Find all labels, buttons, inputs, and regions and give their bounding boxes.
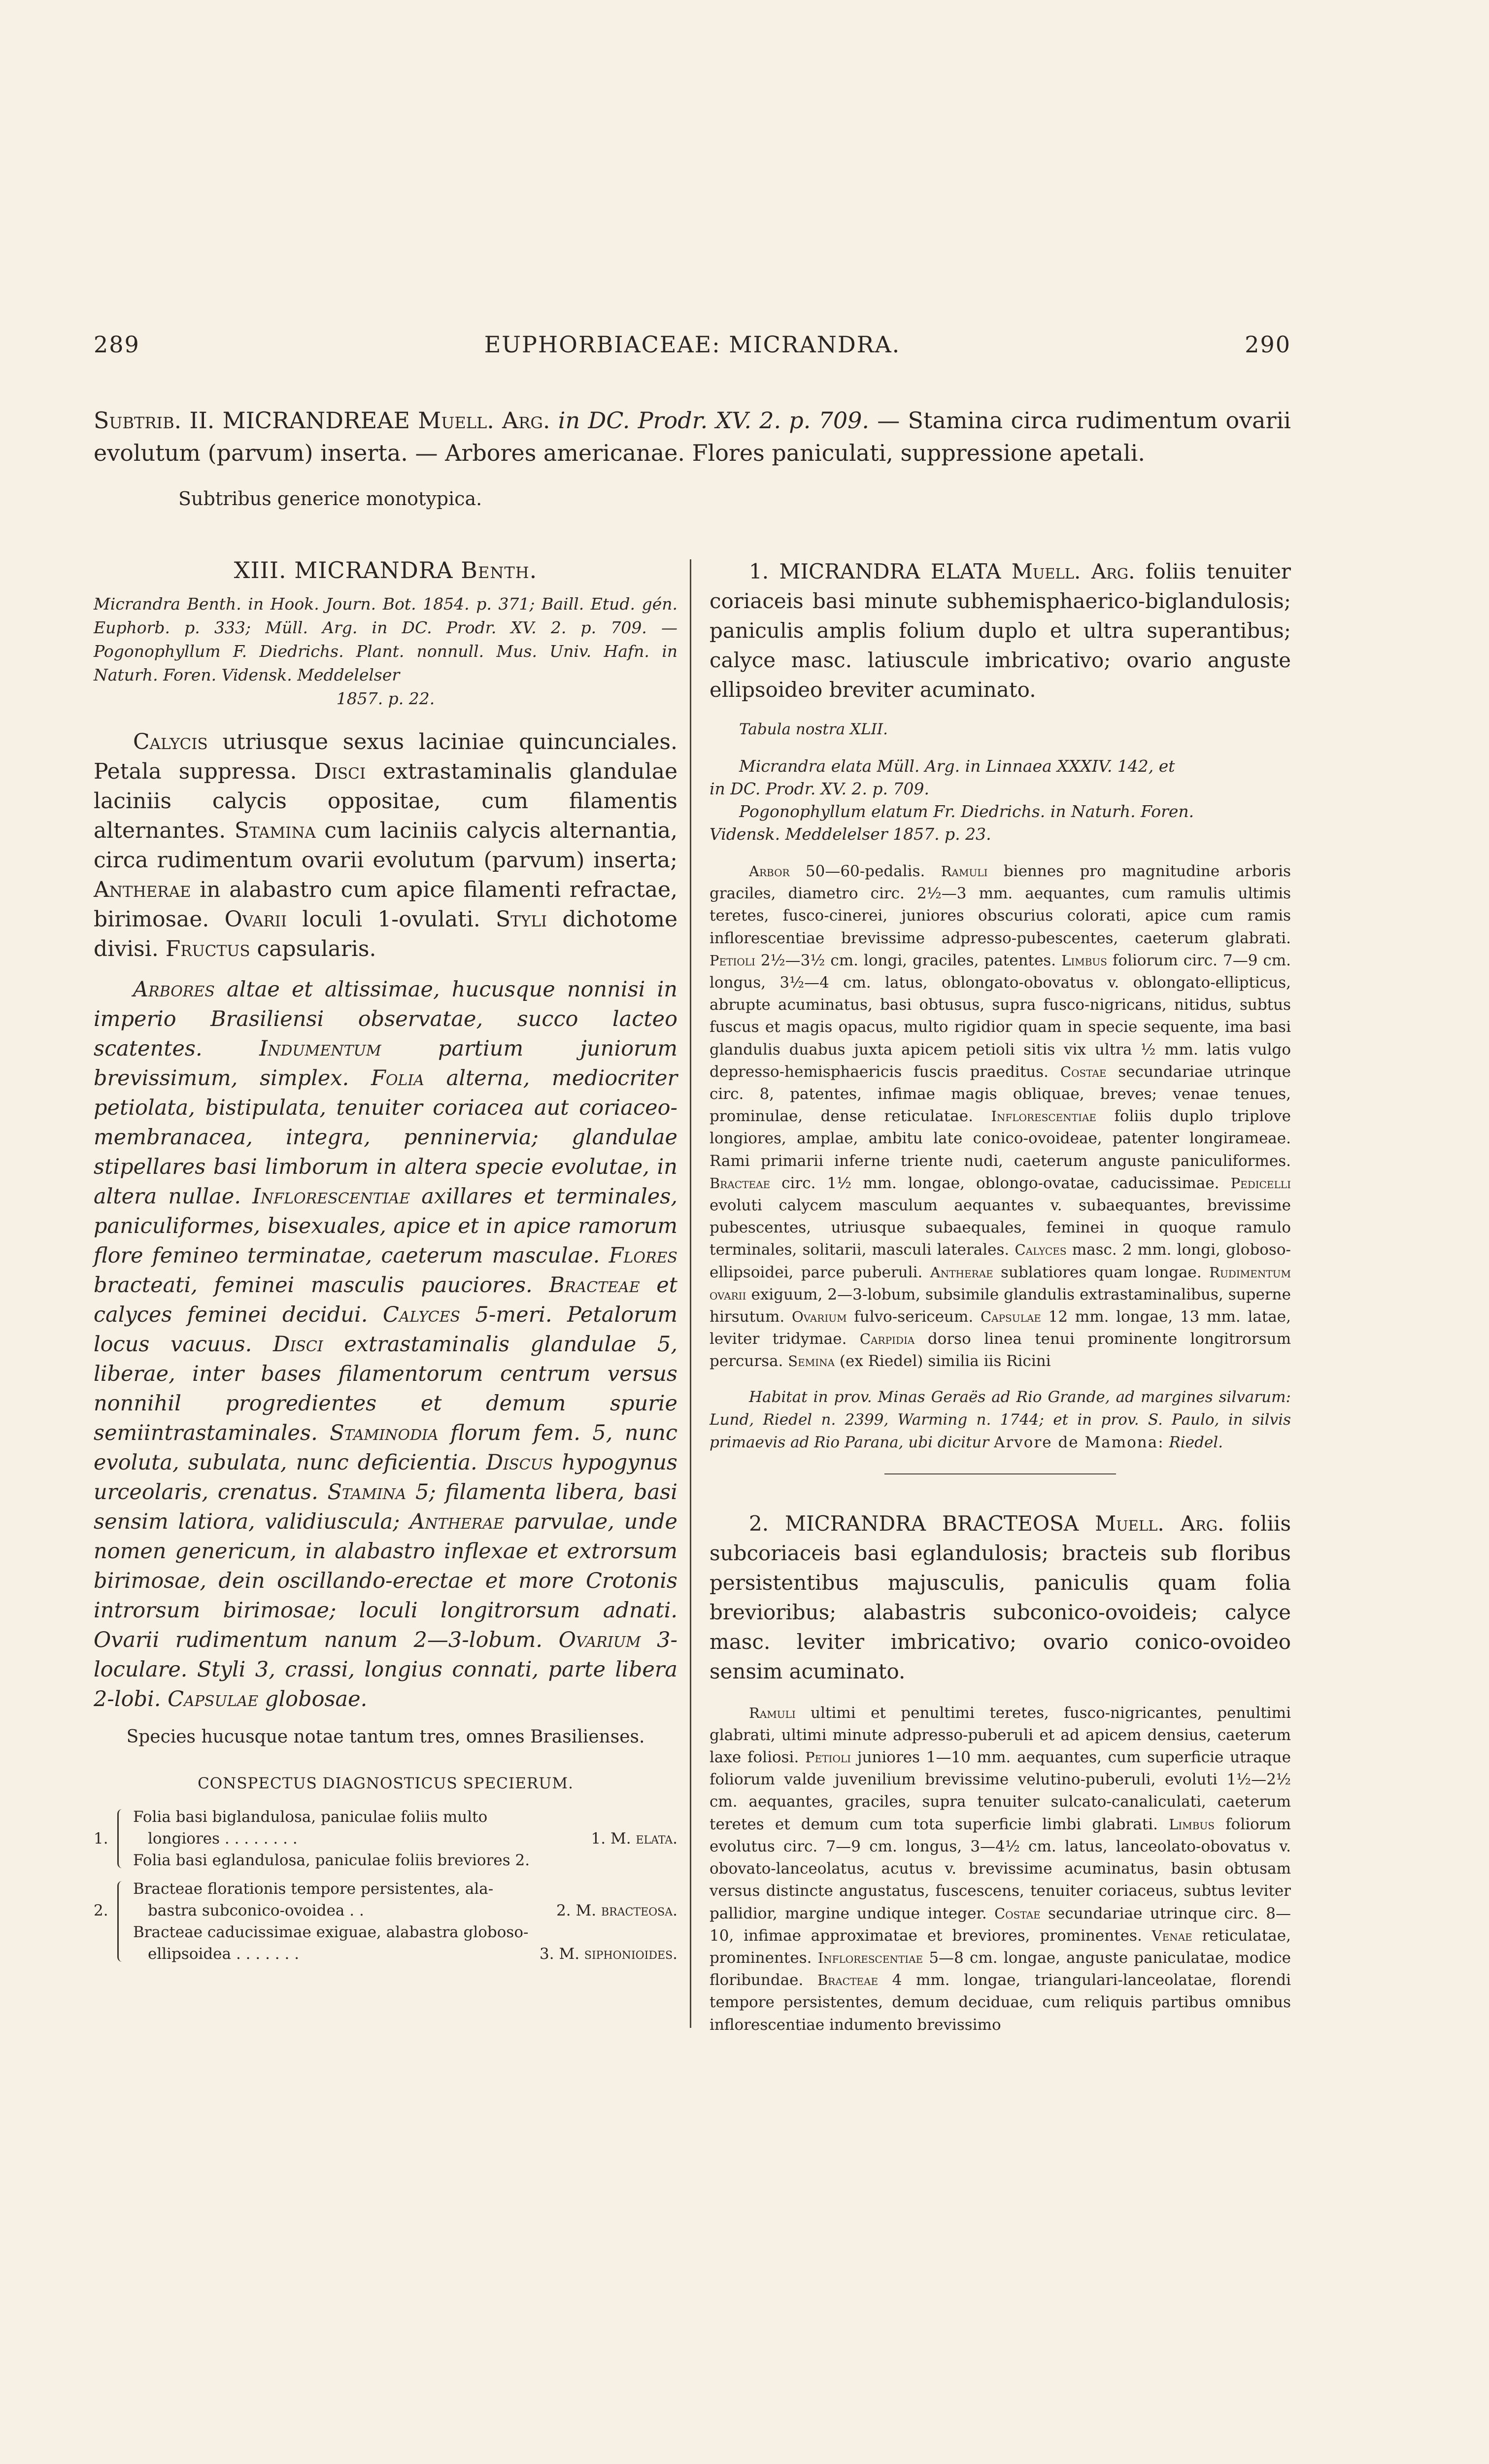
organ-term: Stamina <box>234 818 316 843</box>
diagnostic-key <box>94 1806 677 1965</box>
description-text: parvulae, unde nomen genericum, in alabastro inflexae et extrorsum birimosae, dein oscillando-erectae et more Crotonis introrsum birimosae; loculi longitrorsum adnati. Ovarii rudimentum nanum 2—3-lobum. <box>94 1509 677 1652</box>
habitat-text: Habitat in prov. Minas Geraës ad Rio Grande, ad margines silvarum: Lund, Riedel n. 2399, Warming n. 1744; et in prov. S. Paulo, in silvis primaevis ad Rio Parana, ubi dicitur <box>710 1388 1291 1451</box>
species1-author: Muell. Arg. <box>1011 559 1135 583</box>
key-line: Bracteae caducissimae exiguae, alabastra globoso- <box>133 1923 529 1941</box>
description-text: 50—60-pedalis. <box>789 862 941 880</box>
species2-heading <box>710 1509 1291 1686</box>
species1-plate-reference: Tabula nostra XLII. <box>739 720 888 738</box>
monotypic-note: Subtribus generice monotypica. <box>178 488 482 510</box>
description-text: capsularis. <box>250 936 376 961</box>
subtribe-intro <box>94 404 1291 469</box>
organ-term: Semina <box>788 1353 835 1370</box>
description-text: sublatiores quam longae. <box>993 1263 1210 1281</box>
organ-term: Capsulae <box>980 1308 1041 1326</box>
organ-term: Calycis <box>133 729 208 754</box>
description-text: extrastaminalis glandulae laciniis calycis oppositae, cum filamentis alternantes. <box>94 759 677 843</box>
reference-line: Vidensk. Meddelelser 1857. p. 23. <box>710 824 991 844</box>
organ-term: Folia <box>371 1066 424 1091</box>
species1-habitat <box>710 1386 1291 1454</box>
key-line: Folia basi biglandulosa, paniculae foliis multo <box>133 1808 488 1826</box>
description-text: bracteati, feminei masculis pauciores. <box>94 1273 549 1298</box>
organ-term: Arbores <box>133 977 215 1002</box>
organ-term: Limbus <box>1169 1815 1215 1833</box>
species1-heading <box>710 557 1291 705</box>
subtribe-author: Muell. Arg. <box>418 407 550 434</box>
species2-description <box>710 1702 1291 2036</box>
vernacular-name: Arvore de Mamona: <box>994 1433 1164 1451</box>
description-text: altae et altissimae, hucusque nonnisi in imperio Brasiliensi observatae, succo lacteo scatentes. <box>94 977 677 1061</box>
organ-term: Staminodia <box>330 1421 439 1445</box>
organ-term: Petioli <box>710 952 755 969</box>
key-number: 1. <box>94 1830 108 1848</box>
key-result: 1. M. elata. <box>591 1830 677 1848</box>
reference-line: in DC. Prodr. XV. 2. p. 709. <box>710 779 929 798</box>
organ-term: Calyces <box>382 1302 461 1327</box>
species1-diagnosis: foliis tenuiter coriaceis basi minute subhemisphaerico-biglandulosis; paniculis amplis folium duplo et ultra superantibus; calyce masc. latiuscule imbricativo; ovario anguste ellipsoideo breviter acuminato. <box>710 559 1291 702</box>
description-text: 2½—3½ cm. longi, graciles, patentes. <box>755 951 1062 969</box>
key-line <box>133 1828 677 1849</box>
column-divider <box>690 559 691 2028</box>
description-text: 5—8 cm. longae, anguste paniculatae, modice floribundae. <box>710 1949 1291 1989</box>
description-text: biennes pro magnitudine arboris graciles, diametro circ. 2½—3 mm. aequantes, cum ramulis ultimis teretes, fusco-cinerei, juniores obscurius colorati, apice cum ramis inflorescentiae brevissime adpresso-pubescentes, caeterum glabrati. <box>710 862 1291 947</box>
key-line: Bracteae florationis tempore persistentes, ala- <box>133 1880 494 1898</box>
organ-term: Stamina <box>327 1480 406 1505</box>
subtribe-label: Subtrib. II. <box>94 407 215 434</box>
key-lead: longiores . . . . . . . . <box>148 1830 298 1848</box>
page-number-left: 289 <box>94 331 140 358</box>
key-line: Folia basi eglandulosa, paniculae foliis breviores 2. <box>133 1851 530 1869</box>
left-column <box>94 557 677 1972</box>
synonymy-last: 1857. p. 22. <box>336 689 435 708</box>
organ-term: Fructus <box>165 936 250 961</box>
key-lead: ellipsoidea . . . . . . . <box>148 1945 300 1963</box>
species1-name: 1. MICRANDRA ELATA <box>749 559 1001 583</box>
description-text: axillares et terminales, paniculiformes, bisexuales, apice et in apice ramorum flore femineo terminatae, caeterum masculae. <box>94 1184 678 1268</box>
description-text: exiguum, 2—3-lobum, subsimile glandulis extrastaminalibus, superne hirsutum. <box>710 1285 1291 1326</box>
description-text: 12 mm. longae, 13 mm. latae, leviter tridymae. <box>710 1308 1291 1348</box>
description-text: 5-meri. Petalorum locus vacuus. <box>94 1302 677 1357</box>
description-text: hypogynus urceolaris, crenatus. <box>94 1450 677 1505</box>
key-line <box>133 1900 677 1921</box>
description-text: reticulatae, prominentes. <box>710 1926 1291 1967</box>
organ-term: Rudimentum ovarii <box>710 1264 1291 1303</box>
key-group-1 <box>94 1806 677 1871</box>
habitat-collector: Riedel. <box>1169 1433 1223 1451</box>
key-line <box>133 1943 677 1965</box>
organ-term: Antherae <box>930 1264 993 1281</box>
organ-term: Antherae <box>409 1509 504 1534</box>
description-text: secundariae utrinque circ. 8—10, infimae approximatae et breviores, prominentes. <box>710 1904 1291 1945</box>
species2-diagnosis: foliis subcoriaceis basi eglandulosis; bracteis sub floribus persistentibus majusculis, paniculis quam folia brevioribus; alabastris subconico-ovoideis; calyce masc. leviter imbricativo; ovario conico-ovoideo sensim acuminato. <box>710 1511 1291 1683</box>
organ-term: Flores <box>609 1243 677 1268</box>
organ-term: Disci <box>314 759 366 784</box>
synonymy-text: Micrandra Benth. in Hook. Journ. Bot. 1854. p. 371; Baill. Etud. gén. Euphorb. p. 333; Müll. Arg. in DC. Prodr. XV. 2. p. 709. — Pogonophyllum F. Diedrichs. Plant. nonnull. Mus. Univ. Hafn. in Naturh. Foren. Vidensk. Meddelelser <box>94 594 677 684</box>
organ-term: Antherae <box>94 877 191 902</box>
organ-term: Ovarium <box>558 1628 641 1652</box>
organ-term: Pedicelli <box>1230 1174 1291 1192</box>
species1-references <box>710 755 1291 846</box>
description-text: evoluti calycem masculum aequantes v. subaequantes, brevissime pubescentes, utriusque subaequales, feminei in quoque ramulo terminales, solitarii, masculi laterales. <box>710 1197 1291 1259</box>
organ-term: Disci <box>272 1332 323 1357</box>
organ-term: Styli <box>496 907 547 932</box>
organ-term: Carpidia <box>859 1331 915 1348</box>
species-separator <box>884 1473 1116 1474</box>
species-note: Species hucusque notae tantum tres, omnes Brasilienses. <box>126 1727 645 1747</box>
description-text: et calyces feminei decidui. <box>94 1273 677 1327</box>
organ-term: Ovarium <box>791 1308 847 1326</box>
genus-author: Benth. <box>461 557 538 583</box>
description-text: extrastaminalis glandulae 5, liberae, inter bases filamentorum centrum versus nonnihil progredientes et demum spurie semiintrastaminales. <box>94 1332 677 1445</box>
organ-term: Inflorescentiae <box>252 1184 410 1209</box>
organ-term: Indumentum <box>259 1036 381 1061</box>
description-text: juniores 1—10 mm. aequantes, cum superficie utraque foliorum valde juvenilium brevissime velutino-puberuli, evoluti 1½—2½ cm. aequantes, graciles, supra tenuiter sulcato-canaliculati, caeterum teretes et demum cum tota superficie limbi glabrati. <box>710 1748 1291 1833</box>
genus-long-description <box>94 975 677 1714</box>
description-text: loculi 1-ovulati. <box>287 907 496 932</box>
organ-term: Costae <box>1060 1063 1107 1080</box>
subtribe-text: — Stamina circa rudimentum ovarii evolutum (parvum) inserta. — Arbores americanae. Flores paniculati, suppressione apetali. <box>94 407 1291 466</box>
description-text: 5; filamenta libera, basi sensim latiora, validiuscula; <box>94 1480 677 1534</box>
description-text: fulvo-sericeum. <box>846 1308 981 1326</box>
key-result: 2. M. bracteosa. <box>556 1902 677 1919</box>
organ-term: Ramuli <box>941 863 988 880</box>
species2-author: Muell. Arg. <box>1095 1511 1224 1536</box>
reference-line: Pogonophyllum elatum Fr. Diedrichs. in Naturh. Foren. <box>739 802 1194 821</box>
description-text: utriusque sexus laciniae quincunciales. Petala suppressa. <box>94 729 677 784</box>
page-number-right: 290 <box>1245 331 1291 358</box>
description-text: (ex Riedel) similia iis Ricini <box>835 1352 1051 1370</box>
key-number: 2. <box>94 1902 108 1919</box>
description-text: 3-loculare. Styli 3, crassi, longius connati, parte libera 2-lobi. <box>94 1628 677 1711</box>
description-text: foliorum evolutus circ. 7—9 cm. longus, 3—4½ cm. latus, lanceolato-obovatus v. obovato-lanceolatus, acutus v. brevissime acuminatus, basin obtusam versus distincte angustatus, fuscescens, tenuiter coriaceus, subtus leviter pallidior, margine undique integer. <box>710 1815 1291 1922</box>
organ-term: Costae <box>994 1905 1041 1922</box>
conspectus-title: CONSPECTUS DIAGNOSTICUS SPECIERUM. <box>198 1775 574 1792</box>
description-text: in alabastro cum apice filamenti refractae, birimosae. <box>94 877 677 932</box>
running-title: EUPHORBIACEAE: MICRANDRA. <box>484 331 901 358</box>
organ-term: Ovarii <box>224 907 287 932</box>
description-text: foliorum circ. 7—9 cm. longus, 3½—4 cm. latus, oblongato-obovatus v. oblongato-ellipticus, abrupte acuminatus, basi obtusus, supra fusco-nigricans, nitidus, subtus fuscus et magis opacus, multo rigidior quam in specie sequente, ima basi glandulis duabus juxta apicem petioli sitis vix ultra ½ mm. latis vulgo depresso-hemisphaericis fuscis praeditus. <box>710 951 1291 1081</box>
organ-term: Bracteae <box>817 1972 879 1989</box>
description-text: foliis duplo triplove longiores, amplae, ambitu late conico-ovoideae, patenter longirameae. Rami primarii inferne triente nudi, caeterum anguste paniculiformes. <box>710 1107 1291 1170</box>
description-text: globosae. <box>258 1687 368 1711</box>
species2-name: 2. MICRANDRA BRACTEOSA <box>749 1511 1079 1536</box>
organ-term: Venae <box>1151 1927 1192 1944</box>
subtribe-reference: in DC. Prodr. XV. 2. p. 709. <box>558 407 870 434</box>
genus-synonymy <box>94 592 677 711</box>
page-header <box>94 331 1291 361</box>
description-text: dichotome divisi. <box>94 907 677 961</box>
key-brace <box>117 1881 126 1962</box>
right-column <box>710 557 1291 2049</box>
organ-term: Inflorescentiae <box>817 1949 923 1966</box>
organ-term: Limbus <box>1061 952 1107 969</box>
description-text: florum fem. 5, nunc evoluta, subulata, nunc deficientia. <box>94 1421 677 1475</box>
description-text: cum laciniis calycis alternantia, circa rudimentum ovarii evolutum (parvum) inserta; <box>94 818 677 873</box>
organ-term: Arbor <box>749 863 790 880</box>
genus-name: XIII. MICRANDRA <box>234 557 453 583</box>
organ-term: Capsulae <box>168 1687 259 1711</box>
genus-characters <box>94 727 677 964</box>
species1-description <box>710 860 1291 1373</box>
organ-term: Discus <box>486 1450 553 1475</box>
key-brace <box>117 1809 126 1868</box>
description-text: dorso linea tenui prominente longitrorsum percursa. <box>710 1330 1291 1370</box>
organ-term: Ramuli <box>749 1704 796 1721</box>
genus-title <box>94 557 677 583</box>
description-text: masc. 2 mm. longi, globoso-ellipsoidei, parce puberuli. <box>710 1241 1291 1281</box>
organ-term: Inflorescentiae <box>991 1108 1097 1125</box>
description-text: 4 mm. longae, triangulari-lanceolatae, florendi tempore persistentes, demum deciduae, cum reliquis partibus omnibus inflorescentiae indumento brevissimo <box>710 1971 1291 2034</box>
subtribe-name: MICRANDREAE <box>222 407 410 434</box>
key-group-2 <box>94 1878 677 1965</box>
organ-term: Calyces <box>1015 1241 1067 1259</box>
description-text: alterna, mediocriter petiolata, bistipulata, tenuiter coriacea aut coriaceo-membranacea, integra, penninervia; glandulae stipellares basi limborum in altera specie evolutae, in altera nullae. <box>94 1066 677 1209</box>
key-lead: bastra subconico-ovoidea . . <box>148 1902 364 1919</box>
description-text: secundariae utrinque circ. 8, patentes, infimae magis obliquae, breves; venae tenues, prominulae, dense reticulatae. <box>710 1062 1291 1126</box>
description-text: ultimi et penultimi teretes, fusco-nigricantes, penultimi glabrati, ultimi minute adpresso-puberuli et ad apicem densius, caeterum laxe foliosi. <box>710 1704 1291 1767</box>
organ-term: Bracteae <box>710 1174 771 1192</box>
reference-line: Micrandra elata Müll. Arg. in Linnaea XXXIV. 142, et <box>739 756 1175 776</box>
description-text: circ. 1½ mm. longae, oblongo-ovatae, caducissimae. <box>770 1174 1231 1192</box>
description-text: partium juniorum brevissimum, simplex. <box>94 1036 677 1091</box>
organ-term: Bracteae <box>549 1273 640 1298</box>
organ-term: Petioli <box>805 1749 851 1766</box>
key-result: 3. M. siphonioides. <box>540 1945 677 1963</box>
